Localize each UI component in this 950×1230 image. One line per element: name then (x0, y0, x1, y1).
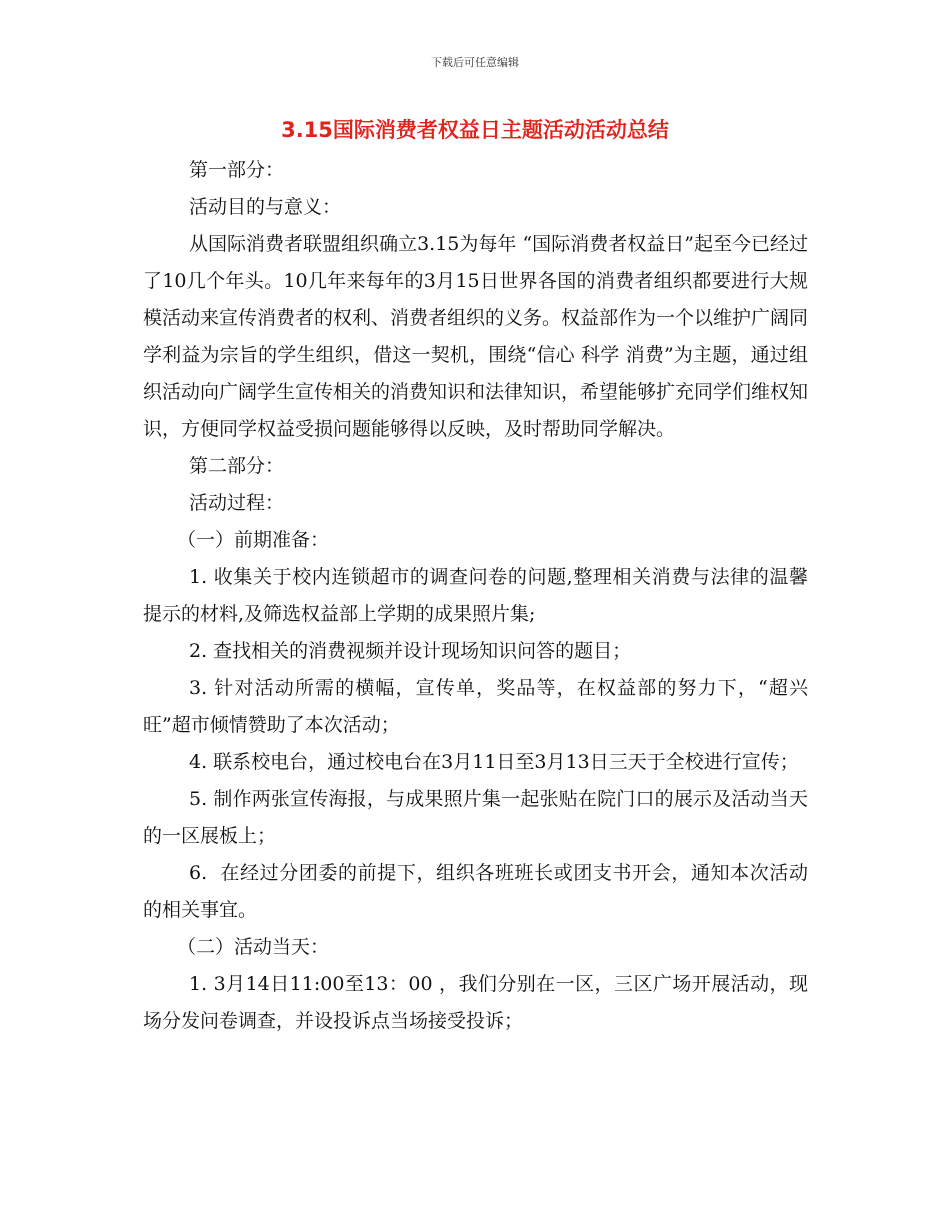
list-item-prep-5: 5. 制作两张宣传海报，与成果照片集一起张贴在院门口的展示及活动当天的一区展板上； (143, 788, 808, 847)
subheading-preparation: （一）前期准备： (177, 529, 330, 551)
document-title: 3.15国际消费者权益日主题活动活动总结 (281, 118, 669, 142)
paragraph-purpose: 从国际消费者联盟组织确立3.15为每年 “国际消费者权益日”起至今已经过了10几个年头。10几年来每年的3月15日世界各国的消费者组织都要进行大规模活动来宣传消费者的权利、消费者组织的义务。权益部作为一个以维护广阔同学利益为宗旨的学生组织，借这一契机，围绕“信心 科学 消费”为主题，通过组织活动向广阔学生宣传相关的消费知识和法律知识，希望能够扩充同学们维权知识，方便同学权益受损问题能够得以反映，及时帮助同学解决。 (143, 233, 809, 440)
list-item-prep-1: 1. 收集关于校内连锁超市的调查问卷的问题,整理相关消费与法律的温馨提示的材料,及筛选权益部上学期的成果照片集; (143, 566, 808, 625)
list-item-prep-2: 2. 查找相关的消费视频并设计现场知识问答的题目； (189, 640, 632, 662)
document-body (143, 152, 808, 1040)
list-item-prep-6: 6. 在经过分团委的前提下，组织各班班长或团支书开会，通知本次活动的相关事宜。 (143, 862, 808, 921)
subheading-process: 活动过程： (189, 492, 285, 514)
section-heading-part-one: 第一部分： (189, 159, 285, 181)
subheading-purpose: 活动目的与意义： (189, 196, 342, 218)
page-header-note: 下载后可任意编辑 (431, 56, 519, 69)
section-heading-part-two: 第二部分： (189, 455, 285, 477)
list-item-prep-4: 4. 联系校电台，通过校电台在3月11日至3月13日三天于全校进行宣传； (189, 751, 799, 773)
subheading-event-day: （二）活动当天： (177, 936, 330, 958)
list-item-day-1: 1. 3月14日11:00至13：00 ，我们分别在一区，三区广场开展活动，现场分发问卷调查，并设投诉点当场接受投诉； (143, 973, 808, 1032)
list-item-prep-3: 3. 针对活动所需的横幅，宣传单，奖品等，在权益部的努力下，“超兴旺”超市倾情赞助了本次活动； (143, 677, 808, 736)
